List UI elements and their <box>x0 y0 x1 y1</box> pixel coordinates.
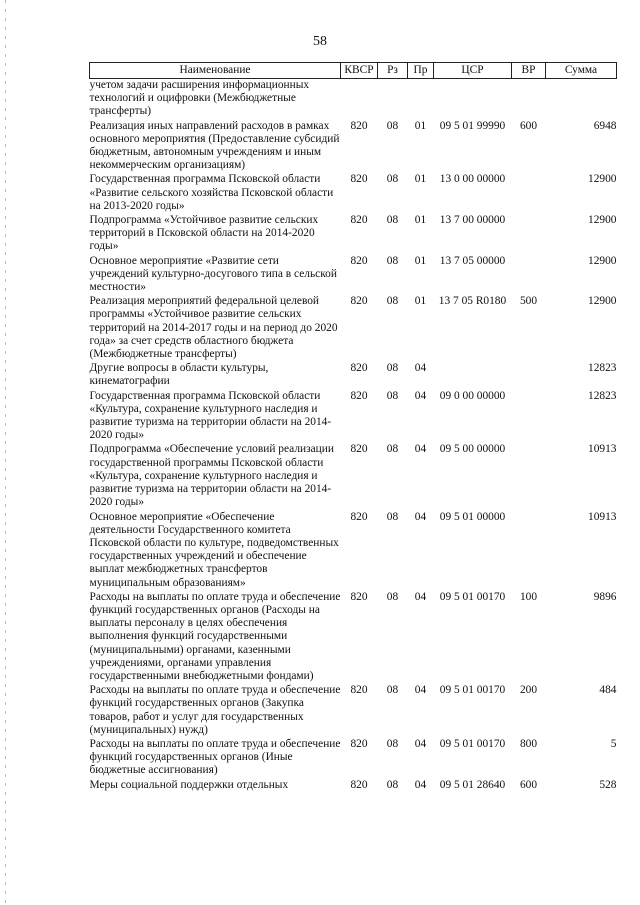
cell-kvsr: 820 <box>350 295 368 308</box>
cell-pr: 04 <box>414 590 427 603</box>
column-header-sum: Сумма <box>546 63 617 79</box>
page-number: 58 <box>313 34 327 49</box>
cell-sum: 484 <box>599 684 617 697</box>
cell-vr <box>512 79 546 120</box>
cell-sum: 5 <box>610 737 617 750</box>
table-row <box>90 684 617 738</box>
cell-vr <box>512 390 546 444</box>
cell-pr: 01 <box>414 119 427 132</box>
column-header-vr: ВР <box>512 63 546 79</box>
cell-rz: 08 <box>386 119 399 132</box>
cell-vr <box>512 255 546 296</box>
table-row <box>90 173 617 214</box>
cell-csr <box>434 79 512 120</box>
cell-sum: 10913 <box>588 443 617 456</box>
table-row <box>90 443 617 510</box>
column-header-name: Наименование <box>90 63 341 79</box>
cell-sum: 10913 <box>588 510 617 523</box>
table-row <box>90 511 617 591</box>
cell-sum: 6948 <box>593 119 617 132</box>
cell-csr: 09 5 01 00170 <box>439 737 506 750</box>
cell-csr: 09 5 00 00000 <box>439 443 506 456</box>
cell-name: Расходы на выплаты по оплате труда и обеспечение функций государственных органов (Расходы на выплаты персоналу в целях обеспечения выполнения функций государственными (муниципальными) органами, казенными учреждениями, органами управления государственными внебюджетными фондами) <box>89 590 341 682</box>
cell-rz: 08 <box>386 510 399 523</box>
table-row <box>90 779 617 793</box>
cell-pr: 01 <box>414 214 427 227</box>
column-header-kvsr: КВСР <box>341 63 378 79</box>
cell-pr: 04 <box>414 737 427 750</box>
cell-csr: 13 7 05 00000 <box>439 254 506 267</box>
cell-kvsr: 820 <box>350 214 368 227</box>
cell-kvsr: 820 <box>350 590 368 603</box>
cell-kvsr: 820 <box>350 389 368 402</box>
cell-vr: 200 <box>519 684 538 697</box>
cell-sum: 9896 <box>593 590 617 603</box>
cell-vr <box>512 362 546 389</box>
cell-pr: 04 <box>414 362 427 375</box>
cell-vr: 500 <box>519 295 538 308</box>
cell-pr: 04 <box>414 778 427 791</box>
cell-kvsr: 820 <box>350 254 368 267</box>
column-header-csr: ЦСР <box>434 63 512 79</box>
cell-name: Расходы на выплаты по оплате труда и обеспечение функций государственных органов (Иные бюджетные ассигнования) <box>89 737 341 777</box>
table-row <box>90 214 617 255</box>
cell-rz: 08 <box>386 362 399 375</box>
cell-name: Государственная программа Псковской области «Развитие сельского хозяйства Псковской области на 2013-2020 годы» <box>89 173 334 212</box>
cell-vr <box>512 214 546 255</box>
cell-sum: 12823 <box>588 362 617 375</box>
table-row <box>90 738 617 779</box>
scan-edge-marks <box>5 0 6 905</box>
cell-rz: 08 <box>386 254 399 267</box>
cell-name: Государственная программа Псковской области «Культура, сохранение культурного наследия и развитие туризма на территории области на 2014-2020 годы» <box>89 389 332 442</box>
table-row <box>90 362 617 389</box>
cell-pr: 01 <box>414 254 427 267</box>
cell-csr: 13 7 00 00000 <box>439 214 506 227</box>
cell-name: Меры социальной поддержки отдельных <box>89 778 289 791</box>
cell-csr: 13 0 00 00000 <box>439 173 506 186</box>
cell-rz: 08 <box>386 684 399 697</box>
cell-kvsr <box>341 79 378 120</box>
cell-name: Подпрограмма «Обеспечение условий реализации государственной программы Псковской области «Культура, сохранение культурного наследия и развитие туризма на территории области на 2014-2020 годы» <box>89 443 334 509</box>
cell-csr: 09 0 00 00000 <box>439 389 506 402</box>
cell-name: Реализация мероприятий федеральной целевой программы «Устойчивое развитие сельских территорий на 2014-2017 годы и на период до 2020 года» за счет средств областного бюджета (Межбюджетные трансферты) <box>89 295 338 361</box>
cell-csr: 09 5 01 00170 <box>439 684 506 697</box>
cell-kvsr: 820 <box>350 510 368 523</box>
cell-name: Расходы на выплаты по оплате труда и обеспечение функций государственных органов (Закупка товаров, работ и услуг для государственных (муниципальных) нужд) <box>89 684 341 736</box>
cell-kvsr: 820 <box>350 443 368 456</box>
cell-kvsr: 820 <box>350 778 368 791</box>
cell-sum: 12900 <box>588 173 617 186</box>
cell-csr: 09 5 01 00000 <box>439 510 506 523</box>
table-row <box>90 79 617 120</box>
cell-vr <box>512 511 546 591</box>
table-row <box>90 295 617 362</box>
cell-name: Реализация иных направлений расходов в рамках основного мероприятия (Предоставление субсидий бюджетным, автономным учреждениям и иным некоммерческим организациям) <box>89 119 340 172</box>
cell-pr: 04 <box>414 684 427 697</box>
cell-csr: 09 5 01 99990 <box>439 119 506 132</box>
table-row <box>90 255 617 296</box>
cell-name: учетом задачи расширения информационных технологий и оцифровки (Межбюджетные трансферты) <box>89 79 310 118</box>
cell-pr: 04 <box>414 389 427 402</box>
cell-rz: 08 <box>386 443 399 456</box>
cell-vr: 600 <box>519 778 538 791</box>
cell-rz: 08 <box>386 737 399 750</box>
cell-sum: 12900 <box>588 254 617 267</box>
cell-kvsr: 820 <box>350 362 368 375</box>
cell-vr: 600 <box>519 119 538 132</box>
cell-name: Основное мероприятие «Развитие сети учреждений культурно-досугового типа в сельской местности» <box>89 254 337 294</box>
cell-kvsr: 820 <box>350 173 368 186</box>
cell-rz <box>378 79 408 120</box>
cell-name: Основное мероприятие «Обеспечение деятельности Государственного комитета Псковской области по культуре, подведомственных государственных учреждений и обеспечение выплат межбюджетных трансфертов муниципальным образованиям» <box>89 510 339 589</box>
cell-csr: 09 5 01 00170 <box>439 590 506 603</box>
cell-rz: 08 <box>386 173 399 186</box>
column-header-pr: Пр <box>408 63 434 79</box>
cell-rz: 08 <box>386 778 399 791</box>
cell-name: Подпрограмма «Устойчивое развитие сельских территорий в Псковской области на 2014-2020 годы» <box>89 214 319 253</box>
cell-csr: 09 5 01 28640 <box>439 778 506 791</box>
cell-pr: 04 <box>414 510 427 523</box>
cell-kvsr: 820 <box>350 119 368 132</box>
column-header-rz: Рз <box>378 63 408 79</box>
cell-kvsr: 820 <box>350 684 368 697</box>
table-row <box>90 120 617 174</box>
cell-csr: 13 7 05 R0180 <box>438 295 507 308</box>
table-row <box>90 390 617 444</box>
cell-sum: 12823 <box>588 389 617 402</box>
cell-pr: 04 <box>414 443 427 456</box>
cell-rz: 08 <box>386 389 399 402</box>
cell-pr: 01 <box>414 295 427 308</box>
cell-sum: 528 <box>599 778 617 791</box>
cell-pr: 01 <box>414 173 427 186</box>
cell-sum: 12900 <box>588 214 617 227</box>
table-body <box>90 79 617 793</box>
table-row <box>90 591 617 684</box>
cell-vr <box>512 173 546 214</box>
cell-kvsr: 820 <box>350 737 368 750</box>
cell-vr: 800 <box>519 737 538 750</box>
cell-vr: 100 <box>519 590 538 603</box>
cell-sum: 12900 <box>588 295 617 308</box>
cell-vr <box>512 443 546 510</box>
cell-name: Другие вопросы в области культуры, кинематографии <box>89 362 269 388</box>
cell-sum <box>546 79 617 120</box>
cell-rz: 08 <box>386 590 399 603</box>
cell-rz: 08 <box>386 214 399 227</box>
cell-rz: 08 <box>386 295 399 308</box>
table-header-row <box>90 63 617 79</box>
cell-pr <box>408 79 434 120</box>
budget-table <box>89 62 617 793</box>
cell-csr <box>434 362 512 389</box>
